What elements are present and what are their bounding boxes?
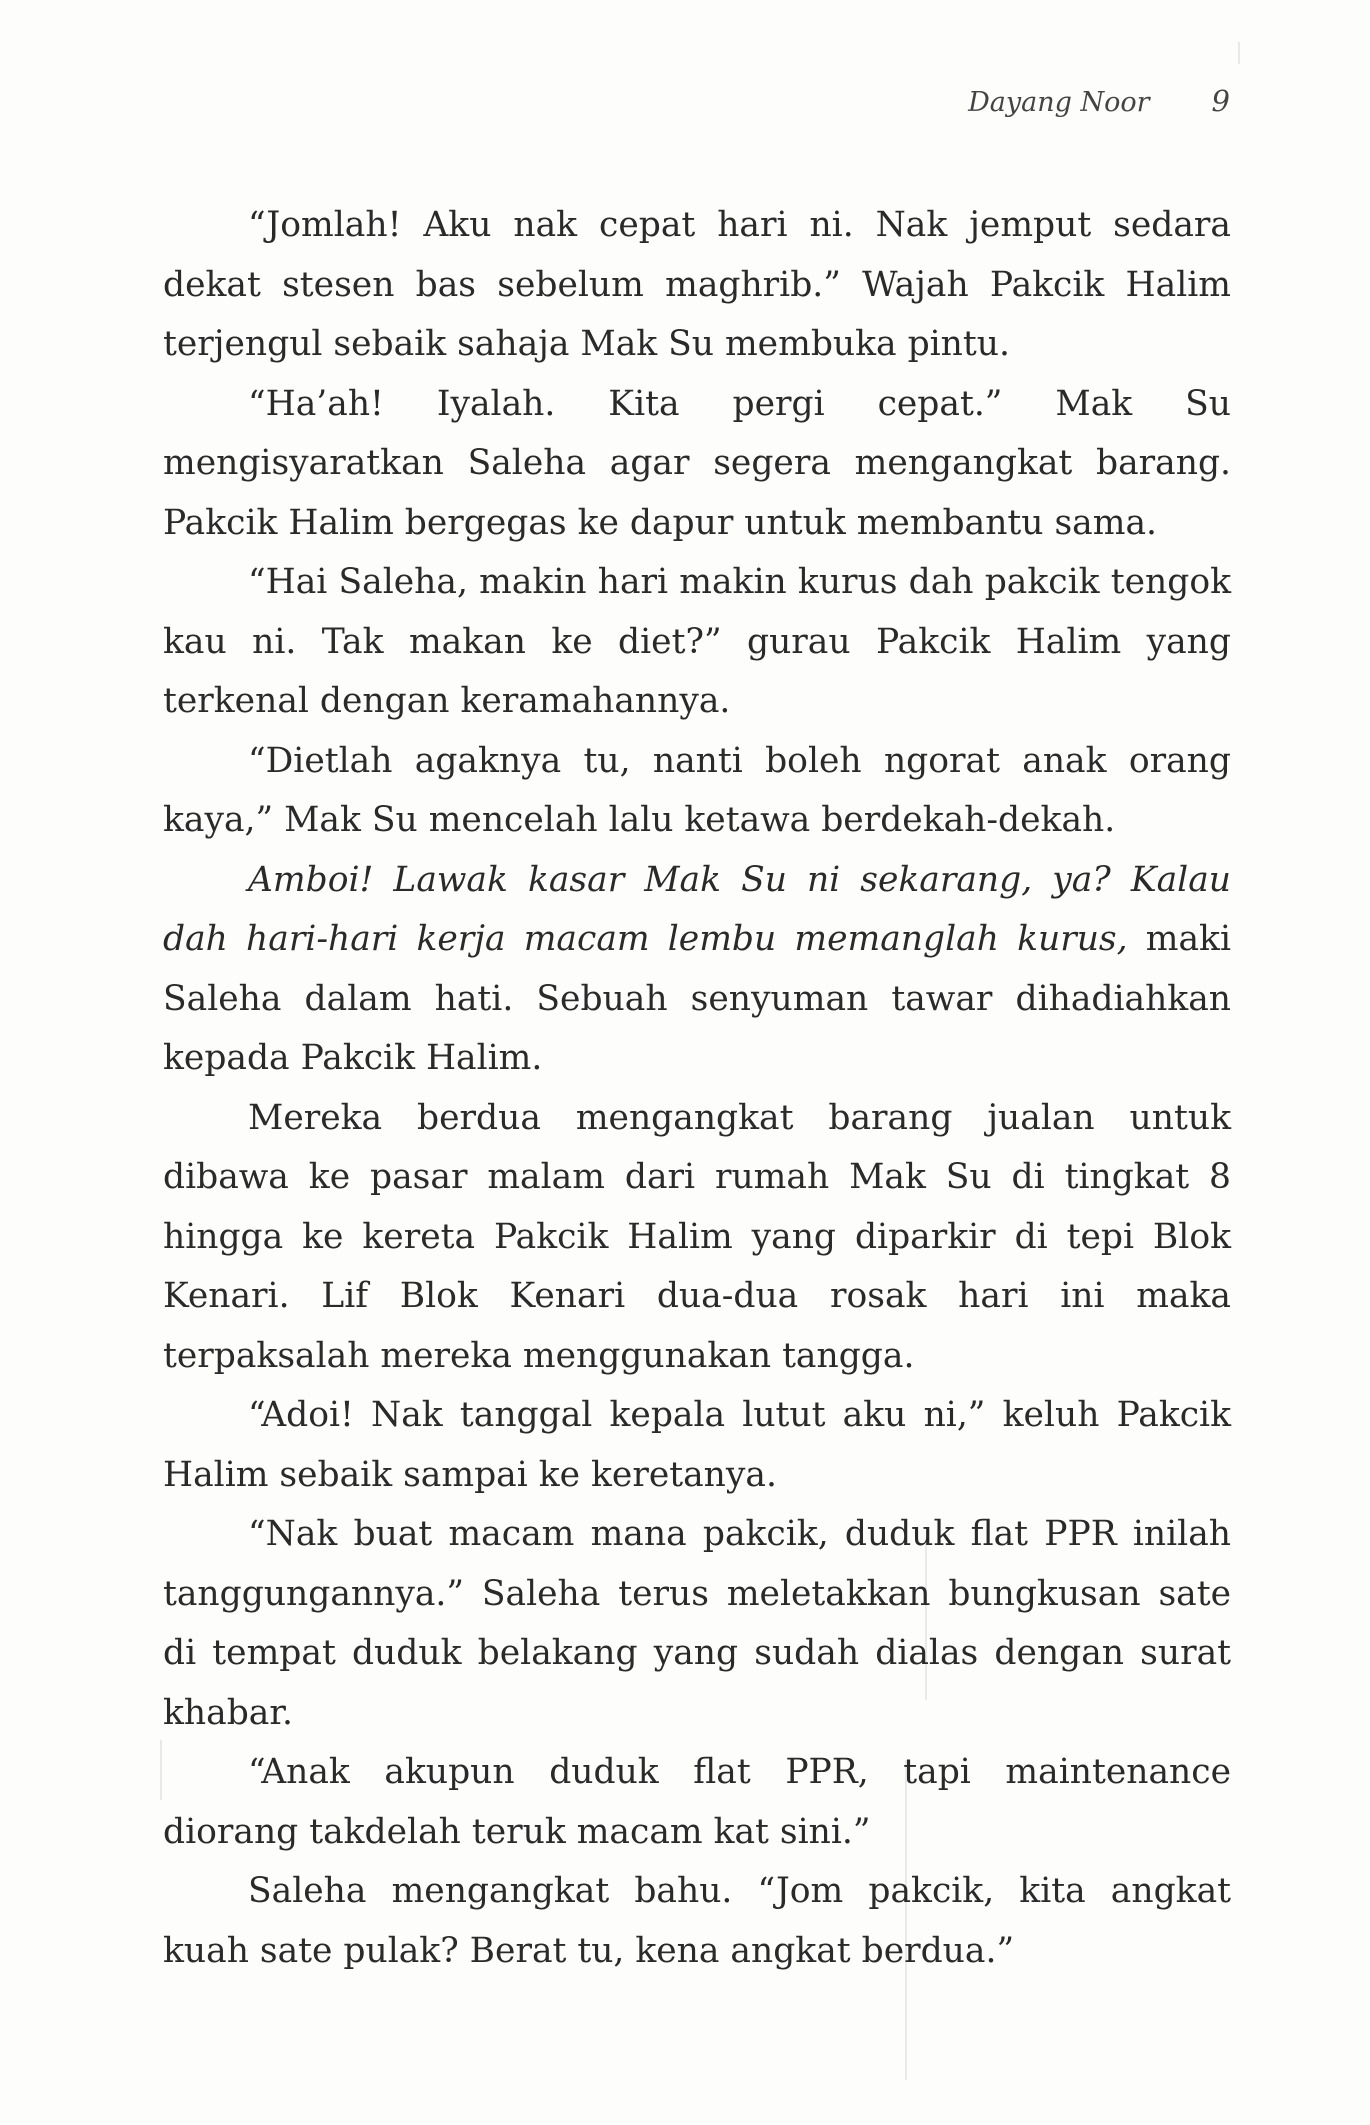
paragraph-text: “Hai Saleha, makin hari makin kurus dah pakcik tengok kau ni. Tak makan ke diet?” gurau Pakcik Halim yang terkenal dengan keramahannya. — [163, 562, 1231, 721]
paragraph — [163, 1089, 1231, 1387]
italic-thought: Amboi! Lawak kasar Mak Su ni sekarang, ya? Kalau dah hari-hari kerja macam lembu memanglah kurus, — [163, 859, 1231, 959]
paragraph-text: “Anak akupun duduk flat PPR, tapi maintenance diorang takdelah teruk macam kat sini.” — [163, 1752, 1231, 1852]
paragraph — [163, 1743, 1231, 1862]
paragraph-text: Saleha mengangkat bahu. “Jom pakcik, kita angkat kuah sate pulak? Berat tu, kena angkat berdua.” — [163, 1871, 1231, 1971]
paragraph — [163, 1386, 1231, 1505]
body-text — [163, 196, 1231, 1981]
paragraph-text: “Nak buat macam mana pakcik, duduk flat PPR inilah tanggungannya.” Saleha terus meletakkan bungkusan sate di tempat duduk belakang yang sudah dialas dengan surat khabar. — [163, 1514, 1231, 1733]
paragraph-text: “Dietlah agaknya tu, nanti boleh ngorat anak orang kaya,” Mak Su mencelah lalu ketawa berdekah-dekah. — [163, 740, 1231, 840]
running-header — [968, 84, 1230, 118]
paragraph — [163, 851, 1231, 1089]
paragraph-text: “Ha’ah! Iyalah. Kita pergi cepat.” Mak Su mengisyaratkan Saleha agar segera mengangkat barang. Pakcik Halim bergegas ke dapur untuk membantu sama. — [163, 383, 1231, 543]
scan-line — [160, 1740, 162, 1800]
paragraph-text: maki Saleha dalam hati. Sebuah senyuman tawar dihadiahkan kepada Pakcik Halim. — [163, 919, 1231, 1078]
paragraph — [163, 1505, 1231, 1743]
paragraph-text: Mereka berdua mengangkat barang jualan untuk dibawa ke pasar malam dari rumah Mak Su di tingkat 8 hingga ke kereta Pakcik Halim yang diparkir di tepi Blok Kenari. Lif Blok Kenari dua-dua rosak hari ini maka terpaksalah mereka menggunakan tangga. — [163, 1097, 1231, 1376]
paragraph-text: “Adoi! Nak tanggal kepala lutut aku ni,” keluh Pakcik Halim sebaik sampai ke keretanya. — [163, 1395, 1231, 1495]
paragraph — [163, 1862, 1231, 1981]
paragraph — [163, 732, 1231, 851]
paragraph — [163, 375, 1231, 554]
paragraph — [163, 196, 1231, 375]
author-name: Dayang Noor — [968, 87, 1150, 118]
paragraph — [163, 553, 1231, 732]
paragraph-text: “Jomlah! Aku nak cepat hari ni. Nak jemput sedara dekat stesen bas sebelum maghrib.” Wajah Pakcik Halim terjengul sebaik sahaja Mak Su membuka pintu. — [163, 205, 1231, 364]
scan-speck — [1238, 42, 1240, 64]
page-number: 9 — [1211, 84, 1230, 118]
